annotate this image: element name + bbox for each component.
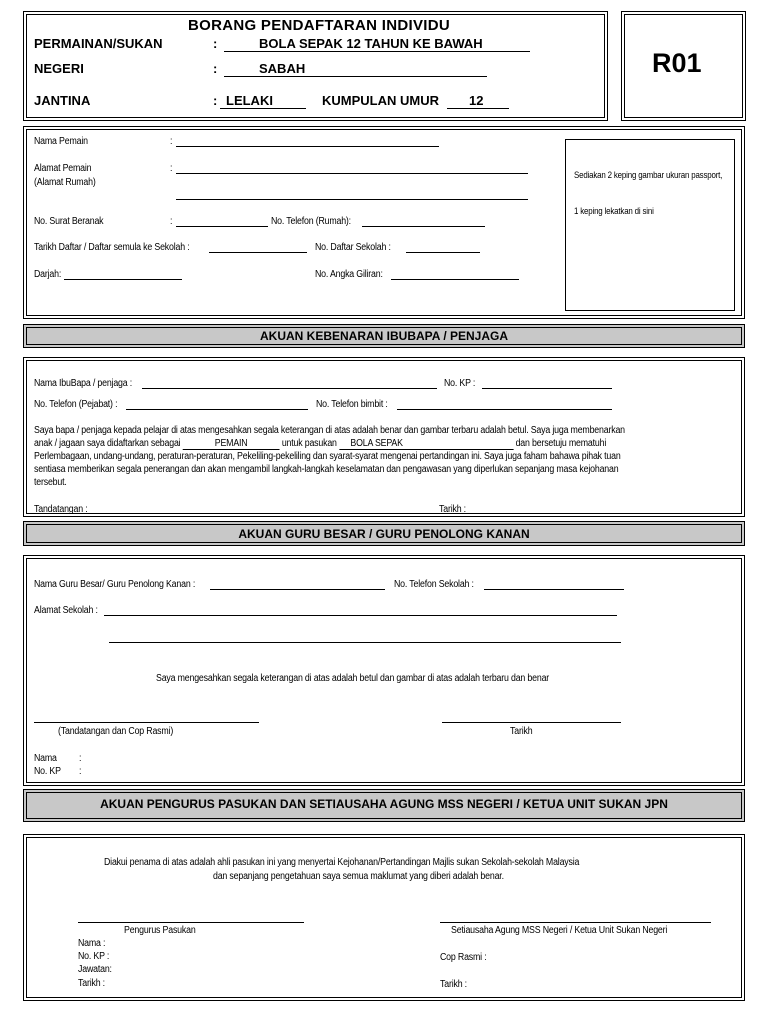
parent-para-line-1: Saya bapa / penjaga kepada pelajar di atas mengesahkan segala keterangan di atas adalah benar dan gambar terbaru adalah betul. Saya juga membenarkan: [34, 425, 625, 436]
headmaster-section-title-bar: [23, 521, 745, 546]
player-name-colon: :: [170, 136, 173, 147]
gender-underline: [220, 108, 306, 109]
school-reg-no-field[interactable]: [406, 252, 480, 253]
birth-cert-colon: :: [170, 216, 173, 227]
headmaster-signature-label: (Tandatangan dan Cop Rasmi): [58, 726, 174, 737]
manager-name-label[interactable]: Nama :: [78, 938, 106, 949]
headmaster-section-title: AKUAN GURU BESAR / GURU PENOLONG KANAN: [238, 527, 530, 541]
home-phone-field[interactable]: [362, 226, 485, 227]
game-label: PERMAINAN/SUKAN: [34, 36, 163, 51]
secretary-signature-line[interactable]: [440, 922, 711, 923]
mobile-label: No. Telefon bimbit :: [316, 399, 388, 410]
parent-date-label[interactable]: Tarikh :: [439, 504, 466, 514]
grade-field[interactable]: [64, 279, 182, 280]
school-address-field-2[interactable]: [109, 642, 621, 643]
game-colon: :: [213, 36, 218, 51]
headmaster-name-label: Nama Guru Besar/ Guru Penolong Kanan :: [34, 579, 196, 590]
parent-signature-label[interactable]: Tandatangan :: [34, 504, 88, 514]
parent-section-title: AKUAN KEBENARAN IBUBAPA / PENJAGA: [259, 329, 508, 343]
gender-label: JANTINA: [34, 93, 91, 108]
team-value[interactable]: BOLA SEPAK: [339, 438, 513, 450]
parent-para-line-3: Perlembagaan, undang-undang, peraturan-peraturan, Pekeliling-pekeliling dan syarat-syarat mengenai pertandingan ini. Saya juga faham bahawa pihak tuan: [34, 451, 621, 462]
parent-section-title-bar: [23, 324, 745, 348]
grade-label: Darjah:: [34, 269, 62, 280]
address-label: Alamat Pemain: [34, 163, 92, 174]
parent-para-line-5: tersebut.: [34, 477, 67, 488]
manager-signature-line[interactable]: [78, 922, 304, 923]
turn-no-field[interactable]: [391, 279, 519, 280]
form-code: R01: [652, 48, 702, 78]
state-underline: [224, 76, 487, 77]
school-address-field-1[interactable]: [104, 615, 617, 616]
photo-box[interactable]: [565, 139, 735, 311]
school-phone-label: No. Telefon Sekolah :: [394, 579, 474, 590]
photo-note-2: 1 keping lekatkan di sini: [574, 206, 654, 216]
school-reg-date-label: Tarikh Daftar / Daftar semula ke Sekolah :: [34, 242, 190, 253]
age-group-underline: [447, 108, 509, 109]
turn-no-label: No. Angka Giliran:: [315, 269, 383, 280]
state-colon: :: [213, 61, 218, 76]
manager-date-label[interactable]: Tarikh :: [78, 978, 105, 989]
photo-note-1: Sediakan 2 keping gambar ukuran passport,: [574, 170, 723, 180]
office-phone-field[interactable]: [126, 409, 308, 410]
secretary-stamp-label[interactable]: Cop Rasmi :: [440, 952, 487, 963]
manager-text-1: Diakui penama di atas adalah ahli pasukan ini yang menyertai Kejohanan/Pertandingan Majlis sukan Sekolah-sekolah Malaysia: [104, 857, 580, 868]
birth-cert-field[interactable]: [176, 226, 268, 227]
headmaster-name-label-2: Nama: [34, 753, 57, 764]
school-phone-field[interactable]: [484, 589, 624, 590]
parent-para-line-2: [34, 438, 606, 450]
home-phone-label: No. Telefon (Rumah):: [271, 216, 351, 227]
school-reg-no-label: No. Daftar Sekolah :: [315, 242, 391, 253]
manager-left-title: Pengurus Pasukan: [124, 925, 196, 936]
parent-ic-label: No. KP :: [444, 378, 476, 389]
para-2c: dan bersetuju mematuhi: [515, 438, 607, 449]
parent-name-label: Nama IbuBapa / penjaga :: [34, 378, 133, 389]
form-title: BORANG PENDAFTARAN INDIVIDU: [188, 17, 450, 34]
address-colon: :: [170, 163, 173, 174]
state-label: NEGERI: [34, 61, 84, 76]
parent-para-line-4: sentiasa memberikan segala penerangan dan akan mengambil langkah-langkah keselamatan dan pengawasan yang diperlukan sepanjang masa kejohanan: [34, 464, 619, 475]
manager-section-title: AKUAN PENGURUS PASUKAN DAN SETIAUSAHA AGUNG MSS NEGERI / KETUA UNIT SUKAN JPN: [100, 797, 668, 811]
game-value[interactable]: BOLA SEPAK 12 TAHUN KE BAWAH: [259, 36, 483, 51]
headmaster-date-line[interactable]: [442, 722, 621, 723]
gender-colon: :: [213, 93, 218, 108]
secretary-date-label[interactable]: Tarikh :: [440, 979, 467, 990]
headmaster-date-label: Tarikh: [510, 726, 533, 737]
headmaster-ic-colon: :: [79, 766, 82, 777]
player-name-field[interactable]: [176, 146, 439, 147]
age-group-label: KUMPULAN UMUR: [322, 93, 439, 108]
secretary-title: Setiausaha Agung MSS Negeri / Ketua Unit Sukan Negeri: [451, 925, 668, 936]
headmaster-confirm-text: Saya mengesahkan segala keterangan di atas adalah betul dan gambar di atas adalah terbaru dan benar: [156, 673, 550, 684]
para-2a: anak / jagaan saya didaftarkan sebagai: [34, 438, 181, 449]
state-value[interactable]: SABAH: [259, 61, 306, 76]
headmaster-name-field[interactable]: [210, 589, 385, 590]
age-group-value[interactable]: 12: [469, 93, 484, 108]
headmaster-name-colon: :: [79, 753, 82, 764]
address-sub-label: (Alamat Rumah): [34, 177, 96, 188]
manager-text-2: dan sepanjang pengetahuan saya semua maklumat yang diberi adalah benar.: [213, 871, 504, 882]
parent-name-field[interactable]: [142, 388, 437, 389]
school-reg-date-field[interactable]: [209, 252, 307, 253]
headmaster-signature-line[interactable]: [34, 722, 259, 723]
manager-ic-label[interactable]: No. KP :: [78, 951, 110, 962]
para-2b: untuk pasukan: [281, 438, 337, 449]
office-phone-label: No. Telefon (Pejabat) :: [34, 399, 118, 410]
parent-ic-field[interactable]: [482, 388, 612, 389]
school-address-label: Alamat Sekolah :: [34, 605, 98, 616]
birth-cert-label: No. Surat Beranak: [34, 216, 104, 227]
mobile-field[interactable]: [397, 409, 612, 410]
headmaster-ic-label: No. KP: [34, 766, 61, 777]
gender-value[interactable]: LELAKI: [226, 93, 273, 108]
player-name-label: Nama Pemain: [34, 136, 88, 147]
role-value[interactable]: PEMAIN: [183, 438, 280, 450]
game-underline: [224, 51, 530, 52]
manager-position-label[interactable]: Jawatan:: [78, 964, 112, 975]
address-field-1[interactable]: [176, 173, 528, 174]
address-field-2[interactable]: [176, 199, 528, 200]
manager-section-title-bar: [23, 789, 745, 822]
parent-signature-row: [26, 500, 742, 514]
